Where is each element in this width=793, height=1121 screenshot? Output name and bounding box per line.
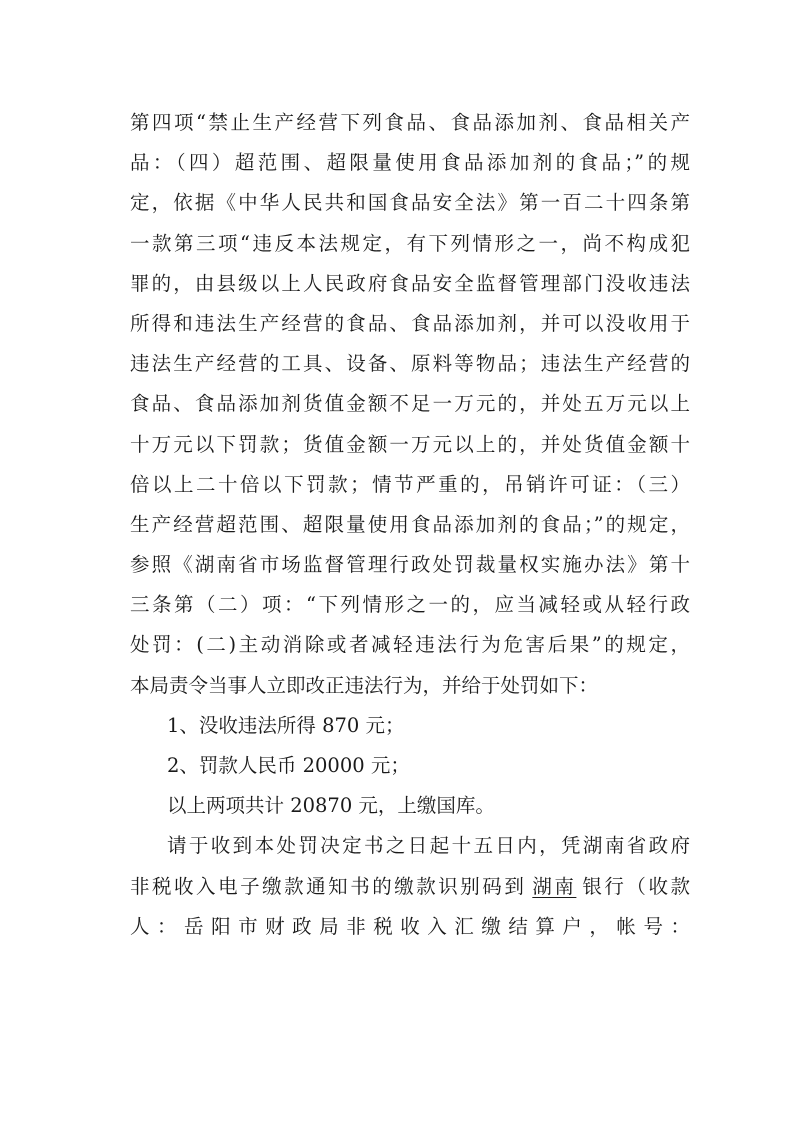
document-body (130, 103, 690, 947)
payment-instruction-line: 人：岳阳市财政局非税收入汇缴结算户，帐号： (130, 914, 690, 938)
payment-text: 银行（收款 (582, 874, 690, 898)
payment-instruction-line: 请于收到本处罚决定书之日起十五日内，凭湖南省政府 (167, 834, 690, 858)
text-line: 参照《湖南省市场监督管理行政处罚裁量权实施办法》第十 (130, 553, 690, 577)
text-line: 生产经营超范围、超限量使用食品添加剂的食品；”的规定， (130, 512, 690, 536)
payment-bank-name: 湖南 (532, 874, 577, 898)
payment-instruction-line (130, 867, 690, 907)
text-line: 一款第三项“违反本法规定，有下列情形之一，尚不构成犯 (130, 231, 690, 255)
text-line: 本局责令当事人立即改正违法行为，并给于处罚如下： (130, 673, 599, 697)
text-line: 第四项“禁止生产经营下列食品、食品添加剂、食品相关产 (130, 111, 690, 134)
penalty-item-confiscation: 1、没收违法所得 870 元； (167, 713, 405, 737)
text-line: 食品、食品添加剂货值金额不足一万元的，并处五万元以上 (130, 392, 690, 416)
text-line: 三条第（二）项：“下列情形之一的，应当减轻或从轻行政 (130, 593, 690, 617)
text-line: 品：（四）超范围、超限量使用食品添加剂的食品；”的规 (130, 151, 690, 175)
text-line: 违法生产经营的工具、设备、原料等物品；违法生产经营的 (130, 352, 690, 376)
text-line: 倍以上二十倍以下罚款；情节严重的，吊销许可证：（三） (130, 472, 690, 496)
text-line: 十万元以下罚款；货值金额一万元以上的，并处货值金额十 (130, 432, 690, 456)
penalty-item-fine: 2、罚款人民币 20000 元； (167, 754, 410, 777)
text-line: 处罚：(二)主动消除或者减轻违法行为危害后果”的规定， (130, 633, 690, 657)
penalty-total: 以上两项共计 20870 元，上缴国库。 (167, 794, 495, 818)
text-line: 罪的，由县级以上人民政府食品安全监督管理部门没收违法 (130, 271, 690, 295)
text-line: 所得和违法生产经营的食品、食品添加剂，并可以没收用于 (130, 311, 690, 335)
payment-text: 非税收入电子缴款通知书的缴款识别码到 (130, 874, 527, 898)
text-line: 定，依据《中华人民共和国食品安全法》第一百二十四条第 (130, 191, 690, 215)
